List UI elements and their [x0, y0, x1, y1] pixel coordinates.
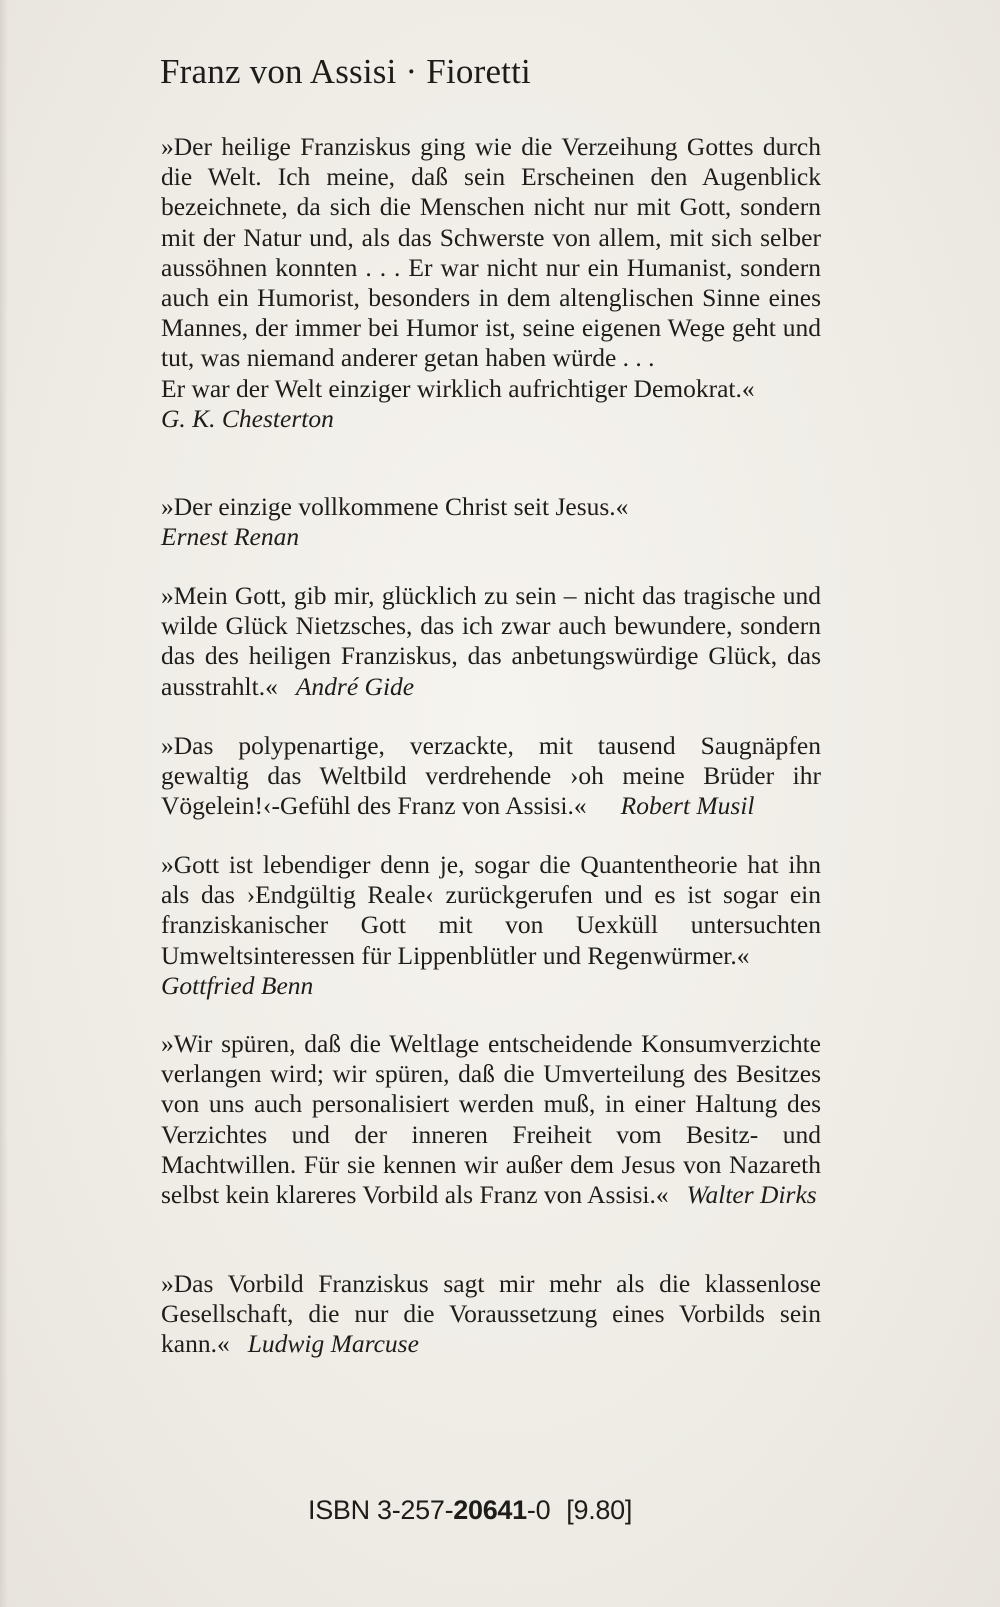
quote-text: »Wir spüren, daß die Weltlage entscheidende Konsumverzichte verlangen wird; wir spüren, daß die Umverteilung des Besitzes von uns auch personalisiert werden muß, in einer Haltung des Verzichtes und der inneren Freiheit vom Besitz- und Machtwillen. Für sie kennen wir außer dem Jesus von Nazareth selbst kein klareres Vorbild als Franz von Assisi.« — [161, 1029, 821, 1210]
page-edge-shadow — [0, 0, 8, 1607]
quote-dirks — [161, 1029, 821, 1210]
quote-author: G. K. Chesterton — [161, 403, 334, 433]
quote-author: Ernest Renan — [161, 522, 300, 552]
quote-musil — [161, 731, 821, 822]
quote-marcuse — [161, 1269, 821, 1360]
quote-text: »Das Vorbild Franziskus sagt mir mehr als die klassenlose Gesellschaft, die nur die Voraussetzung eines Vorbilds sein kann.« — [161, 1269, 821, 1359]
quote-text: »Mein Gott, gib mir, glücklich zu sein – nicht das tragische und wilde Glück Nietzsches, das ich zwar auch bewundere, sondern das des heiligen Franziskus, das anbetungswürdige Glück, das ausstrahlt.« — [161, 581, 821, 701]
quote-renan — [161, 492, 821, 552]
quote-paragraph — [161, 731, 821, 822]
quote-author: Gottfried Benn — [161, 970, 314, 1000]
book-title: Franz von Assisi · Fioretti — [160, 52, 531, 91]
quote-text: »Das polypenartige, verzackte, mit tausend Saugnäpfen gewaltig das Weltbild verdrehende ›oh meine Brüder ihr Vögelein!‹-Gefühl des Franz von Assisi.« — [161, 731, 821, 821]
isbn-number-bold: 20641 — [453, 1495, 527, 1525]
quote-text: »Der einzige vollkommene Christ seit Jesus.« — [161, 492, 629, 521]
quote-paragraph — [161, 1269, 821, 1360]
quote-paragraph — [161, 581, 821, 702]
isbn-prefix: ISBN 3-257- — [308, 1495, 454, 1525]
quote-text-closing: Er war der Welt einziger wirklich aufrichtiger Demokrat.« — [161, 373, 755, 403]
quote-author: Ludwig Marcuse — [247, 1329, 419, 1359]
isbn-line — [308, 1495, 632, 1526]
quote-author: Walter Dirks — [686, 1180, 817, 1210]
quote-paragraph — [161, 1029, 821, 1210]
isbn-suffix: -0 — [526, 1495, 551, 1525]
quote-text: »Gott ist lebendiger denn je, sogar die Quantentheorie hat ihn als das ›Endgültig Reale‹ zurückgerufen und es ist sogar ein franziskanischer Gott mit von Uexküll untersuchten Umweltsinteressen für Lippenblütler und Regenwürmer.« — [161, 850, 821, 970]
price: [9.80] — [566, 1495, 633, 1525]
quote-gide — [161, 581, 821, 702]
quote-text: »Der heilige Franziskus ging wie die Verzeihung Gottes durch die Welt. Ich meine, daß sein Erscheinen den Augenblick bezeichnete, da sich die Menschen nicht nur mit Gott, sondern mit der Natur und, als das Schwerste von allem, mit sich selber aussöhnen konnten . . . Er war nicht nur ein Humanist, sondern auch ein Humorist, besonders in dem altenglischen Sinne eines Mannes, der immer bei Humor ist, seine eigenen Wege geht und tut, was niemand anderer getan haben würde . . . — [161, 132, 821, 373]
quote-author: André Gide — [295, 671, 415, 701]
quote-chesterton — [161, 132, 821, 434]
quote-author: Robert Musil — [620, 791, 755, 821]
quote-benn — [161, 850, 821, 1001]
